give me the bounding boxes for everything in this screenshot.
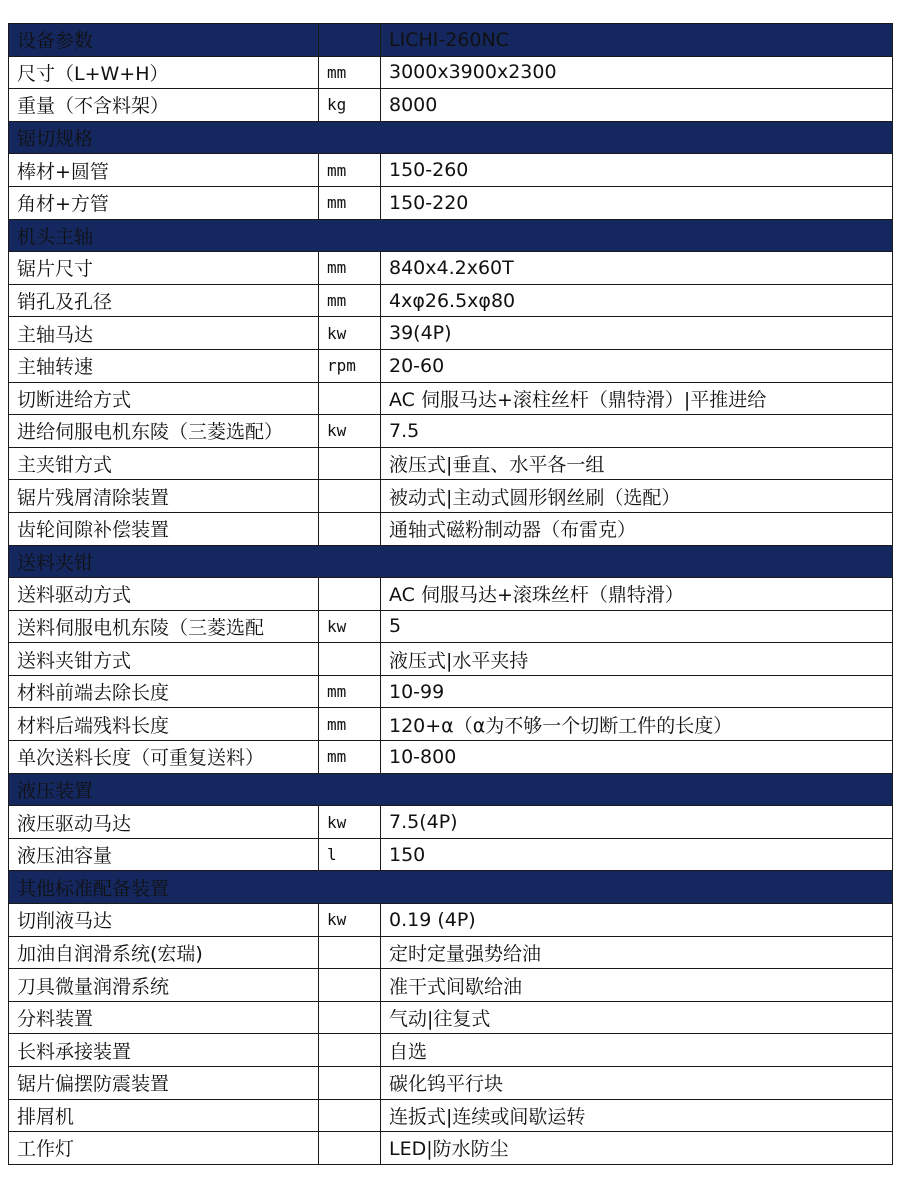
spec-value: 碳化钨平行块 (381, 1067, 893, 1100)
spec-label: 尺寸（L+W+H） (9, 56, 319, 89)
spec-value: 5 (381, 610, 893, 643)
spec-value: 自选 (381, 1034, 893, 1067)
spec-row (9, 56, 893, 89)
spec-unit: kw (319, 415, 381, 448)
spec-label: 销孔及孔径 (9, 284, 319, 317)
spec-value: 准干式间歇给油 (381, 969, 893, 1002)
spec-label: 送料夹钳方式 (9, 643, 319, 676)
spec-value: 120+α（α为不够一个切断工件的长度） (381, 708, 893, 741)
spec-unit: kw (319, 610, 381, 643)
spec-label: 重量（不含料架） (9, 89, 319, 122)
spec-value: 气动|往复式 (381, 1001, 893, 1034)
spec-value: 液压式|垂直、水平各一组 (381, 447, 893, 480)
spec-value: 连扳式|连续或间歇运转 (381, 1099, 893, 1132)
spec-label: 锯片残屑清除装置 (9, 480, 319, 513)
spec-value: AC 伺服马达+滚柱丝杆（鼎特滑）|平推进给 (381, 382, 893, 415)
spec-row (9, 89, 893, 122)
spec-unit (319, 1001, 381, 1034)
spec-row (9, 806, 893, 839)
spec-label: 长料承接装置 (9, 1034, 319, 1067)
spec-unit (319, 969, 381, 1002)
spec-row (9, 1099, 893, 1132)
spec-unit: mm (319, 56, 381, 89)
spec-label: 切断进给方式 (9, 382, 319, 415)
spec-unit: mm (319, 154, 381, 187)
spec-label: 角材+方管 (9, 186, 319, 219)
spec-unit: kg (319, 89, 381, 122)
spec-label: 加油自润滑系统(宏瑞) (9, 936, 319, 969)
spec-unit (319, 512, 381, 545)
spec-unit (319, 1132, 381, 1165)
spec-unit (319, 1034, 381, 1067)
spec-row (9, 1034, 893, 1067)
spec-unit: mm (319, 708, 381, 741)
spec-unit (319, 1099, 381, 1132)
header-label: 设备参数 (9, 24, 319, 57)
spec-row (9, 708, 893, 741)
spec-value: 39(4P) (381, 317, 893, 350)
spec-unit: mm (319, 284, 381, 317)
spec-row (9, 447, 893, 480)
spec-row (9, 741, 893, 774)
section-title: 送料夹钳 (9, 545, 893, 578)
section-header-row (9, 121, 893, 154)
spec-unit (319, 447, 381, 480)
spec-unit (319, 643, 381, 676)
section-title: 液压装置 (9, 773, 893, 806)
spec-row (9, 1132, 893, 1165)
spec-row (9, 904, 893, 937)
spec-table-body (9, 24, 893, 1165)
spec-value: 840x4.2x60T (381, 252, 893, 285)
spec-row (9, 578, 893, 611)
spec-value: 被动式|主动式圆形钢丝刷（选配） (381, 480, 893, 513)
spec-row (9, 349, 893, 382)
spec-label: 锯片偏摆防震装置 (9, 1067, 319, 1100)
spec-unit: mm (319, 186, 381, 219)
spec-label: 单次送料长度（可重复送料） (9, 741, 319, 774)
header-unit-cell (319, 24, 381, 57)
spec-row (9, 643, 893, 676)
spec-value: LED|防水防尘 (381, 1132, 893, 1165)
spec-unit: kw (319, 806, 381, 839)
spec-row (9, 317, 893, 350)
spec-label: 材料后端残料长度 (9, 708, 319, 741)
spec-row (9, 415, 893, 448)
spec-value: 7.5 (381, 415, 893, 448)
spec-row (9, 610, 893, 643)
spec-row (9, 1001, 893, 1034)
spec-value: 8000 (381, 89, 893, 122)
spec-row (9, 382, 893, 415)
spec-value: 液压式|水平夹持 (381, 643, 893, 676)
spec-label: 送料驱动方式 (9, 578, 319, 611)
spec-unit (319, 480, 381, 513)
spec-value: 定时定量强势给油 (381, 936, 893, 969)
spec-label: 材料前端去除长度 (9, 675, 319, 708)
section-header-row (9, 545, 893, 578)
spec-row (9, 186, 893, 219)
spec-row (9, 252, 893, 285)
spec-value: 10-99 (381, 675, 893, 708)
spec-value: 0.19 (4P) (381, 904, 893, 937)
spec-label: 液压油容量 (9, 838, 319, 871)
spec-label: 锯片尺寸 (9, 252, 319, 285)
spec-row (9, 154, 893, 187)
spec-label: 齿轮间隙补偿装置 (9, 512, 319, 545)
spec-label: 液压驱动马达 (9, 806, 319, 839)
spec-unit: mm (319, 741, 381, 774)
spec-label: 刀具微量润滑系统 (9, 969, 319, 1002)
spec-label: 主轴转速 (9, 349, 319, 382)
section-header-row (9, 219, 893, 252)
spec-value: 20-60 (381, 349, 893, 382)
spec-row (9, 969, 893, 1002)
spec-row (9, 284, 893, 317)
spec-value: 150-220 (381, 186, 893, 219)
spec-row (9, 1067, 893, 1100)
section-header-row (9, 871, 893, 904)
spec-label: 主轴马达 (9, 317, 319, 350)
spec-row (9, 512, 893, 545)
spec-unit: l (319, 838, 381, 871)
spec-unit: kw (319, 904, 381, 937)
spec-label: 主夹钳方式 (9, 447, 319, 480)
spec-label: 切削液马达 (9, 904, 319, 937)
spec-value: 7.5(4P) (381, 806, 893, 839)
header-row (9, 24, 893, 57)
spec-label: 棒材+圆管 (9, 154, 319, 187)
spec-label: 排屑机 (9, 1099, 319, 1132)
spec-unit: mm (319, 252, 381, 285)
section-title: 锯切规格 (9, 121, 893, 154)
spec-value: AC 伺服马达+滚珠丝杆（鼎特滑） (381, 578, 893, 611)
spec-label: 工作灯 (9, 1132, 319, 1165)
section-header-row (9, 773, 893, 806)
spec-label: 进给伺服电机东陵（三菱选配） (9, 415, 319, 448)
spec-unit: mm (319, 675, 381, 708)
spec-row (9, 480, 893, 513)
spec-value: 通轴式磁粉制动器（布雷克） (381, 512, 893, 545)
spec-unit (319, 382, 381, 415)
spec-unit: rpm (319, 349, 381, 382)
spec-unit (319, 1067, 381, 1100)
section-title: 机头主轴 (9, 219, 893, 252)
header-value: LICHI-260NC (381, 24, 893, 57)
spec-row (9, 936, 893, 969)
spec-value: 3000x3900x2300 (381, 56, 893, 89)
section-title: 其他标准配备装置 (9, 871, 893, 904)
spec-row (9, 675, 893, 708)
spec-table (8, 23, 893, 1165)
spec-row (9, 838, 893, 871)
spec-unit: kw (319, 317, 381, 350)
spec-label: 送料伺服电机东陵（三菱选配 (9, 610, 319, 643)
spec-unit (319, 578, 381, 611)
spec-label: 分料装置 (9, 1001, 319, 1034)
spec-value: 150 (381, 838, 893, 871)
spec-value: 150-260 (381, 154, 893, 187)
spec-value: 10-800 (381, 741, 893, 774)
spec-value: 4xφ26.5xφ80 (381, 284, 893, 317)
spec-unit (319, 936, 381, 969)
